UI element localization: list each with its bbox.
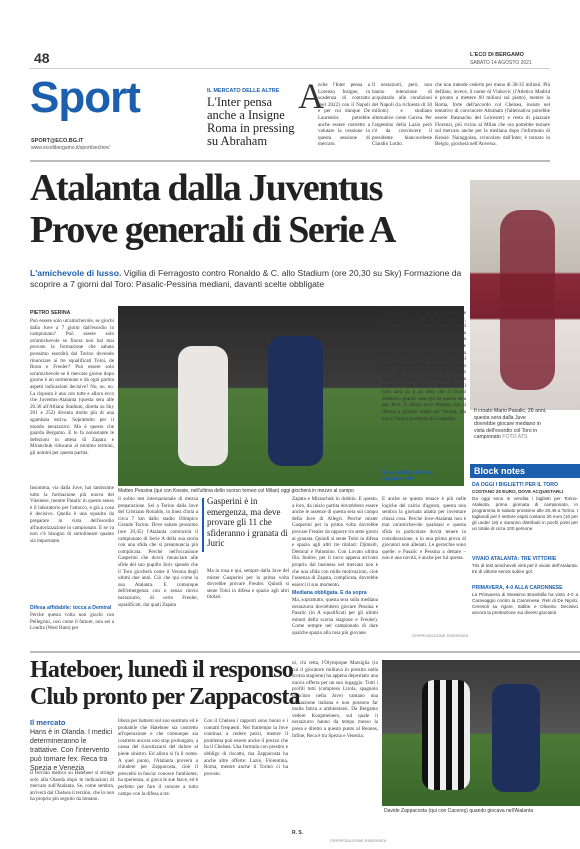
top-story-headline[interactable]: L'Inter pensa anche a Insigne Roma in pressing su Abraham (207, 95, 295, 148)
section-divider-bottom (30, 651, 580, 653)
hateboer-headline-line1[interactable]: Hateboer, lunedì il responso (30, 657, 293, 683)
block-notes-item2-text: Tris di test amichevoli vinti per il vivaio dell'Atalanta: tre di vittorie senza subire gol. (472, 563, 578, 574)
top-story-kicker: IL MERCATO DELLE ALTRE (207, 88, 280, 94)
player-blue (268, 336, 323, 466)
zappacosta-photo (382, 660, 580, 806)
block-notes-item1-head: DA OGGI I BIGLIETTI PER IL TORO (472, 482, 559, 488)
section-email[interactable]: SPORT@ECO.BG.IT (31, 138, 84, 144)
top-story-col1: nche l'Inter pensa a Lorenzo Insigne, in scadenza di contratto (nel 2022) con il Napoli e per cui dunque De Laurentiis potrebbe anche essere costretto a valutare la cessione in questa sessione di mercato. (318, 82, 370, 148)
hateboer-credit: ©RIPRODUZIONE RISERVATA (330, 838, 387, 843)
top-story-col3: che non intende cederlo per meno di 30-35 milioni. Più defilato, invece, il nome di Vlahovic (l'Atletico Madrid è pronto a mettere 60 milioni sul piatto), mentre la Roma, forte dell'accordo col Chelsea, insiste nel tentativo di convincere Abraham (l'alternativa potrebbe essere Iheanacho del Leicester) e resta di piazzare Florenzi, più vicino al Milan che ora potrebbe tornare sul mercato anche per la mediana dopo l'infortunio di Kessié. Nainggolan, svincolato dall'Inter, è tornato in Belgio, giocherà nell'Anversa. (435, 82, 550, 148)
section-divider-top (30, 160, 550, 162)
main-subhead: Vigilia di Ferragosto contro Ronaldo & C. allo Stadium (ore 20,30 su Sky) Formazione da scoprire a 7 giorni dal Toro: Pasalic-Pessina mediani, davanti scelte obbligate (30, 268, 462, 289)
pasalic-photo (470, 180, 580, 410)
hateboer-headline-line2[interactable]: Club pronto per Zappacosta (30, 684, 300, 710)
top-story-col2: Il nerazzurri, però, non hanno intenzione di acquistarlo alle condizioni del Napoli (la richiesta di 30 milioni) e studiano alternative come Correa. Per l'argentino della Lazio però c'è da convincere il presidente biancoceleste Claudio Lotito. (372, 82, 432, 148)
block-notes-item3-text: La Primavera di Massimo Brambilla ha vinto 4-0 a Caravaggio contro la Caronnese. Reti di De Nipoti, Ceresoli su rigore, Sidibe e Oliveira. Decisivo ancora la prestazione sui diversi giocatori. (472, 592, 578, 615)
side-caption-text: Il croato Mario Pasalic, 26 anni, questa sera dalla Juve dovrebbe giocare mediano in vista dell'esordio col Toro in campionato (474, 408, 547, 440)
page-number: 48 (34, 50, 50, 66)
hateboer-kicker: Il mercato (30, 718, 66, 727)
main-body-col2: il solito test internazionale di mezza preparazione. Sei a Torino dalla Juve del Cristiano Ronaldo, in linea d'aria a circa 7 km dallo stadio Olimpico Grande Torino. Dove sabato prossimo (ore 20,45) l'Atalanta comincerà il campionato di Serie A della sua storia con una sfida che si preannuncia più complicata. Perché nell'occasione Gasperini che dovrà rinunciare alle sfide del suo pupillo Juric spendo che il Toro giocherà come il Verona degli ultimi due anni. Ciò che qui come la sua Atalanta. E comunque dell'emergenza con o senza rinvio nerazzurro, di certo Freuler, squalificati, dai quali Zapata (118, 496, 198, 608)
defense-text: Perché questa volta non giochi con Pellegrini, così come il fattore, non sei a Londra (West Ham) per (30, 612, 114, 632)
hateboer-subhead: Hans è in Olanda. I medici determineranno le trattative. Con l'intervento può tornare fex. Reca tra Spezia e Venezia (30, 729, 113, 772)
byline: PIETRO SERINA (30, 310, 71, 316)
defense-subhead: Difesa affidabile: tocca a Demiral (30, 605, 112, 611)
main-body-col1b: Insomma, via dalla Juve, hai tantissime tutto la formazione più nuova del Viennese, mentre Pasalic in questo senso è il laboratorio per l'attacco, e già a cosa è decisivo. Quella è una squadra da preparare in vista dell'esordio all'autorizzazione in campionato. E se va non c'è bisogno di sottolineare quanto sia importante. (30, 485, 114, 544)
main-subhead-block (30, 268, 470, 290)
section-web[interactable]: www.ecodibergamo.it/sport/section/ (31, 145, 110, 151)
newspaper-name: L'ECO DI BERGAMO (470, 52, 524, 58)
side-caption (474, 408, 548, 441)
main-body-col3: Zapata e Miranchuk in dubbio. E questo, a loro, da inizio partita dovrebbero essere anche le assenze di questa sera sul campo della Juve di Allegri. Perché mister Gasperini per la prima volta dovrebbe provare Freuler da opporre tra sette giorni ai granata. Quindi si sente Toloi in difesa e spazio agli altri tre titolari: Djimsiti, Demiral e Palomino. Con Lovato ultima fila. Inoltre, per il turco appena arrivato proprio dal business nel mercato non è che una sfida con mille motivazioni, cioè l'assenza di Zapata, complicata, dovrebbe esserci il suo momento. (292, 496, 378, 588)
block-notes-item3-head: PRIMAVERA, 4-0 ALLA CARONNESE (472, 585, 563, 591)
side-caption-credit: FOTO ATS (502, 434, 528, 440)
block-notes-item2-head: VIVAIO ATALANTA: TRE VITTORIE (472, 556, 557, 562)
pullquote: Gasperini è in emergenza, ma deve provare gli 11 che sfideranno i granata di Juric (207, 496, 288, 548)
block-notes-item1-text: Da oggi sono in vendita i biglietti per Torino-Atalanta, prima giornata di campionato, in programma in sabato prossimo alle 20,45 a Torino. I tagliandi per il settore ospiti costano 20 euro (10 per gli under 18) e saranno distribuiti in pochi posti per un totale di circa 100 persone. (472, 496, 578, 531)
main-body-col1: Può essere solo un'amichevole, se giochi dalla Juve a 7 giorni dall'esordio in campionato? Può essere solo un'amichevole se finora non hai mai provato la formazione che sabato prossimo esordirà dal Torino dovendo rinunciare ai tre squalificati Toloi, de Roon e Freuler? Può essere solo un'amichevole se il mercato giorno dopo giorno è un tormentone e da ogni partita aspetti indicazioni decisive? No, no, no. La risposta è una con tutte e allora ecco che Juventus-Atalanta (questa sera alle 20.30 all'Allianz Stadium, diretta su Sky 201 e 252) diventa molto più di una sgambata estiva. Soprattutto per il mondo nerazzurro. Ma è questo che guarda Bergamo. E lo fa nonostante le defezioni in attesa di Zapata e Miranchuk riducano al minimo termini, gli uomini per questa partita. (30, 318, 114, 456)
midfield-text: Ma, soprattutto, questa sera sulla mediana nerazzurra dovrebbero giocare Pessina e Pasalic (in A squalificati per gli ultimi minuti della scorsa stagione e Freuler). Come sempre nel campionato di dare qualche spazio alla rosa più giovane. (292, 597, 378, 636)
block-notes-item1-sub: COSTANO 20 EURO, DOVE ACQUISTARLI (472, 489, 564, 494)
hateboer-col4: ni, chi retta, l'Olympique Marsiglia (in cui il giocatore militava in prestito nella scorsa stagione) ha appena depositato una nuova offerta per un suo ingaggio. Tutti i profili tutti (compreso Lirola, spagnolo cresciuto nella Juve) vantano una formazione italiana e non possono far molta fatica a ambientarsi. Da Bergamo vedere Koopmeiners, sul quale il nerazzurro hanno da tempo messo la presa e diretto a questo punto al Rennes, Infine, Reca è tra Spezia e Venezia. (292, 660, 378, 739)
pessina-caption: Matteo Pessina (qui con Kessie, nell'ultima dello scorso torneo col Milan) oggi giocherà in mezzo al campo (118, 488, 354, 494)
main-headline-line1[interactable]: Atalanta dalla Juventus (30, 167, 382, 209)
hateboer-col2: libera per battersi sul suo sostituto ed è probabile che Hateboer sia costretto all'operazione e che comunque sia costretto ancora uno stop prolungato, a causa del riacutizzarsi del dolore al piede sinistro. Ed allora si fa il nome. A quel punto, l'Atalanta proverà a chiudere per Zappacosta, cioè il prescelto in fascia: conosce l'ambiente, ha sperienza, si gioca le sue fasce, ed è perfetto per fare il cursore a tutto campo con la difesa a tre. (118, 718, 198, 797)
pasalic-figure (500, 210, 555, 390)
drop-cap: A (298, 76, 324, 116)
main-kicker: L'amichevole di lusso. (30, 268, 122, 278)
player-dark-blue (492, 684, 540, 792)
main-headline-line2[interactable]: Prove generali di Serie A (30, 209, 395, 251)
main-body-col3b: Ma la rosa e qui, sempre dalla Juve del mister Gasperini per la prima volta dovrebbe provare Freuler. Quindi si sente Toloi in difesa e spazio agli altri titolari. (207, 568, 289, 601)
main-body-col4: rosso, sono le uniche alternative possibili nel gruppo di titolari, Ilicic, Pasalic e Pessina schierati sulla linea di Maehle e Gosens, entrambi dottati in una posizione che conoscono anche non ancora mai occupato, ma il nome Pessina già nelle abitudini, avendo da tempo fatto parte delle caratteristiche del trequartista-incursore. Ma non ci sono altri big disponibili, quindi saranno Pasalic e Pessina ad affrontare la forza d'urto dei centrocampisti bianconeri. Il tutto sarà da lì ad oltre che il livello difensivo grandi cose già da questa sera per Juve. E allora ecco Pessina che si ritrova a giocare come nel Verona, ma non è l'unico problema di Gasperini. (382, 310, 466, 422)
section-title: Sport (30, 73, 140, 122)
hateboer-col1: Il cerchio medico su Hateboer si stringe solo alla Olanda dopo le indicazioni di mercato sull'Atalanta. Se, come sembra, arriverà dal Chelsea il terzino, che lo non ha proprio più seguito da lontano. (30, 770, 115, 803)
zappacosta-caption: Davide Zappacosta (qui con Cacereş) quando giocava nell'Atalanta (384, 808, 534, 814)
player-white (178, 346, 228, 466)
pullquote-bar (202, 498, 204, 552)
forward-subhead: Solo quattro davanti: esperimenti? (382, 470, 434, 482)
main-body-col5: E anche se questo tenace è più nelle logiche del calcio d'agosto, questa non sembra la giornata adatta per inventare chissà cosa. Perché Jove-Atalanta non è mai un'amichevole qualsiasi e questa sfida in particolare dovrà tenere in considerazione, e in una prima prova di giocatori non allenati. Le gerarchie sono quelle: e Pasalic e Pessina a dettare – non è una novità, è anche per lui questa. (382, 496, 466, 562)
header-divider (30, 68, 550, 69)
block-notes-title: Block notes (470, 464, 580, 478)
main-credit: ©RIPRODUZIONE RISERVATA (412, 633, 469, 638)
hateboer-author: R. S. (292, 830, 304, 836)
hateboer-col3: Con il Chelsea i rapporti sono buoni e i contatti frequenti. Nel frattempo la Juve continua a cedere pezzi, mentre il problema può essere anche il prezzo che ha il Chelsea. Una formula con prestito e obbligo di riscatto, ma Zappacosta ha anche altre offerte: Lazio, Fiorentina, Roma, mentre anche il Torino ci ha provato. (204, 718, 288, 777)
newspaper-date: SABATO 14 AGOSTO 2021 (470, 60, 532, 66)
midfield-subhead: Mediana obbligata. E da sopra (292, 590, 367, 596)
player-black-white (422, 680, 470, 790)
